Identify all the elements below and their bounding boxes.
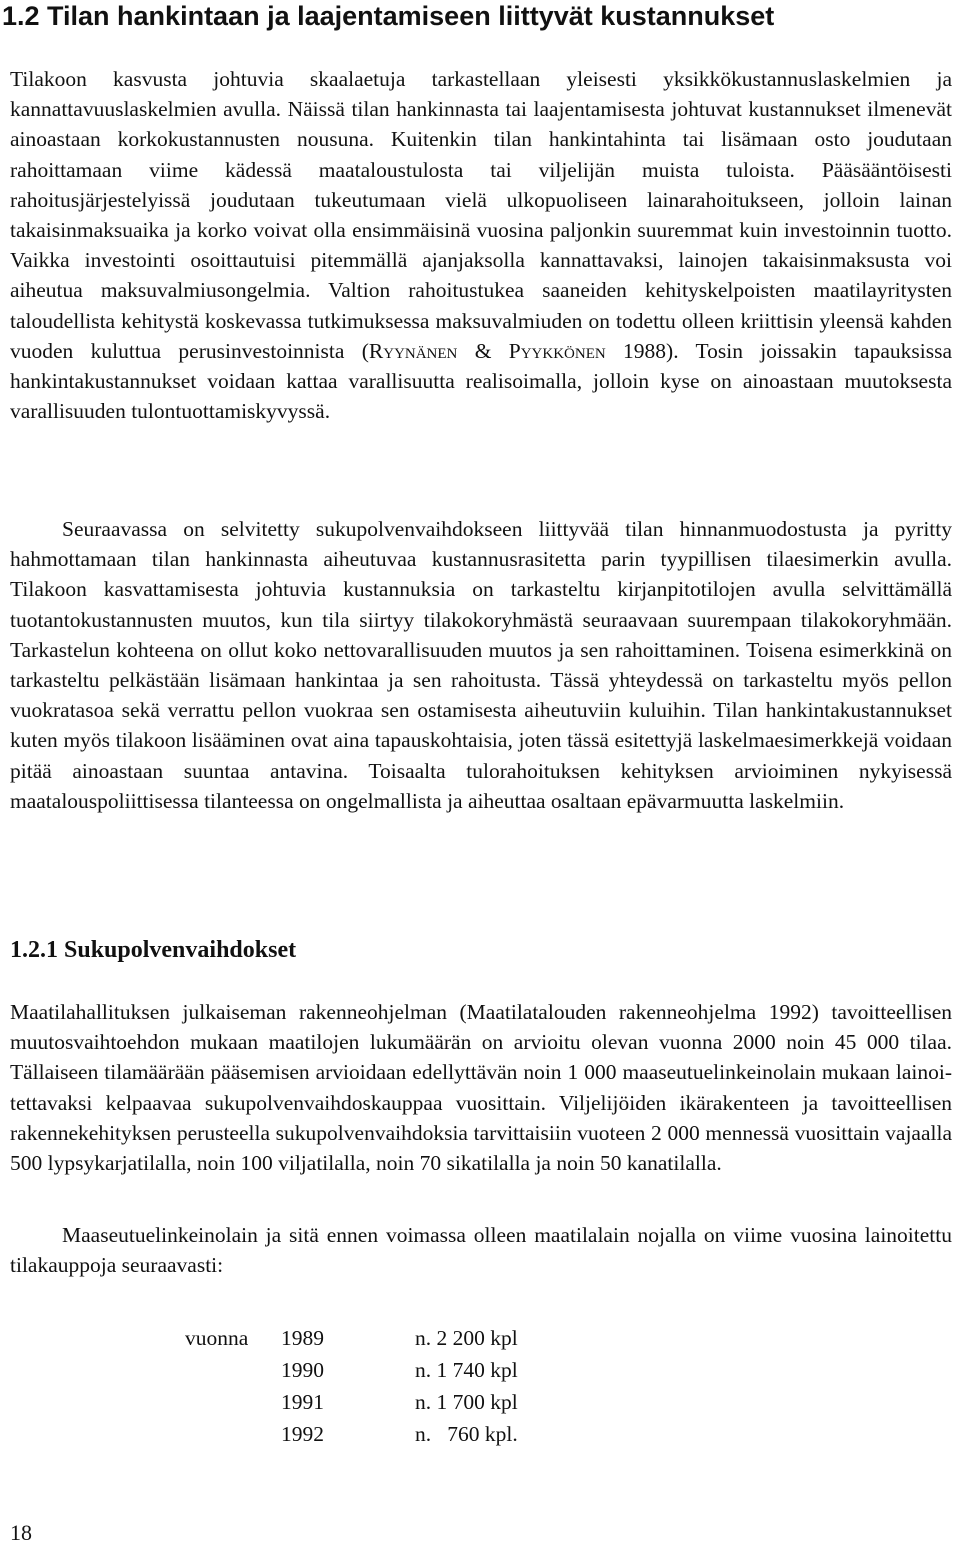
table-year: 1992 [281,1422,324,1446]
paragraph-structural-program: Maatilahallituksen julkaiseman rakenneohjelman (Maatilatalouden rakenneohjelma 1992) tavoitteellisen muutosvaihtoehdon mukaan maatilojen lukumäärän on arvioitu olevan vuonna 2000 noin 45 000 tilaa. Tällaiseen tilamäärään pääsemisen arvioidaan edellyttävän noin 1 000 maaseutuelinkeinolain mukaan lainoi-tettavaksi kelpaavaa sukupolvenvaihdoskauppaa vuosittain. Viljelijöiden ikärakenteen ja tavoitteellisen rakennekehityksen perusteella sukupolvenvaihdoksia tarvittaisiin vuoteen 2 000 mennessä vuosittain vajaalla 500 lypsykarjatilalla, noin 100 viljatilalla, noin 70 sikatilalla ja noin 50 kanatilalla. [10,1000,952,1176]
table-lead-empty [185,1418,281,1450]
page-number: 18 [10,1520,32,1545]
table-amount: n. 1 740 kpl [415,1358,518,1382]
citation-author: Ryynänen [368,338,458,363]
table-year: 1990 [281,1358,324,1382]
table-amount: n. 760 kpl. [415,1422,518,1446]
table-row [185,1418,615,1450]
loan-statistics-table [185,1322,615,1450]
table-lead-empty [185,1386,281,1418]
table-year: 1989 [281,1326,324,1350]
table-lead-empty [185,1354,281,1386]
paragraph-scale-economies [10,64,952,426]
table-lead-label: vuonna [185,1326,249,1350]
table-amount: n. 1 700 kpl [415,1390,518,1414]
paragraph-text: 1988). Tosin joissakin tapauksissa hankintakustannukset voidaan kattaa varallisuutta realisoimalla, jolloin kyse on ainoastaan muutoksesta varallisuuden tulontuottamiskyvyssä. [10,338,952,424]
paragraph-loan-intro: Maaseutuelinkeinolain ja sitä ennen voimassa olleen maatilalain nojalla on viime vuosina lainoitettu tilakauppoja seuraavasti: [10,1223,952,1278]
table-amount: n. 2 200 kpl [415,1326,518,1350]
subsection-heading: 1.2.1 Sukupolvenvaihdokset [10,937,297,963]
table-row [185,1354,615,1386]
citation-separator: & [457,338,509,363]
section-heading: 1.2 Tilan hankintaan ja laajentamiseen liittyvät kustannukset [2,1,775,31]
table-row [185,1322,615,1354]
paragraph-text: Tilakoon kasvusta johtuvia skaalaetuja tarkastellaan yleisesti yksikkökustannuslaskelmien ja kannattavuuslaskelmien avulla. Näissä tilan hankinnasta tai laajentamisesta johtuvat kustannukset ilmenevät ainoastaan korkokustannusten nousuna. Kuitenkin tilan hankintahinta tai lisämaan osto joudutaan rahoittamaan viime kädessä maataloustulosta tai viljelijän muista tuloista. Pääsääntöisesti rahoitusjärjestelyissä joudutaan tukeutumaan vielä ulkopuoliseen lainarahoitukseen, jolloin lainan takaisinmaksuaika ja korko voivat olla ensimmäisinä vuosina paljonkin suuremmat kuin investoinnin tuotto. Vaikka investointi osoittautuisi pitemmällä ajanjaksolla kannattavaksi, lainojen takaisinmaksusta voi aiheutua maksuvalmiusongelmia. Valtion rahoitustukea saaneiden kehityskelpoisten maatilayritysten taloudellista kehitystä koskevassa tutkimuksessa maksuvalmiuden on todettu olleen kriittisin yleensä kahden vuoden kuluttua perusinvestoinnista ( [10,67,952,363]
table-year: 1991 [281,1390,324,1414]
paragraph-acquisition-examples: Seuraavassa on selvitetty sukupolvenvaihdokseen liittyvää tilan hinnanmuodostusta ja pyritty hahmottamaan tilan hankinnasta aiheutuvaa kustannusrasitetta parin tyypillisen tilaesimerkin avulla. Tilakoon kasvattamisesta johtuvia kustannuksia on tarkasteltu kirjanpitotilojen avulla selvittämällä tuotantokustannusten muutos, kun tila siirtyy tilakokoryhmästä seuraavaan suurempaan tilakokoryhmään. Tarkastelun kohteena on ollut koko nettovarallisuuden muutos ja sen rahoittaminen. Toisena esimerkkinä on tarkasteltu pelkästään lisämaan hankintaa ja sen rahoitusta. Tässä yhteydessä on tarkasteltu myös pellon vuokratasoa sekä verrattu pellon vuokraa sen ostamisesta aiheutuviin kuluihin. Tilan hankintakustannukset kuten myös tilakoon lisääminen ovat aina tapauskohtaisia, joten tässä esitettyjä laskelmaesimerkkejä voidaan pitää ainoastaan suuntaa antavina. Toisaalta tulorahoituksen kehityksen arvioiminen nykyisessä maatalouspoliittisessa tilanteessa on ongelmallista ja aiheuttaa osaltaan epävarmuutta laskelmiin. [10,517,952,813]
table-row [185,1386,615,1418]
citation-author: Pyykkönen [508,338,606,363]
